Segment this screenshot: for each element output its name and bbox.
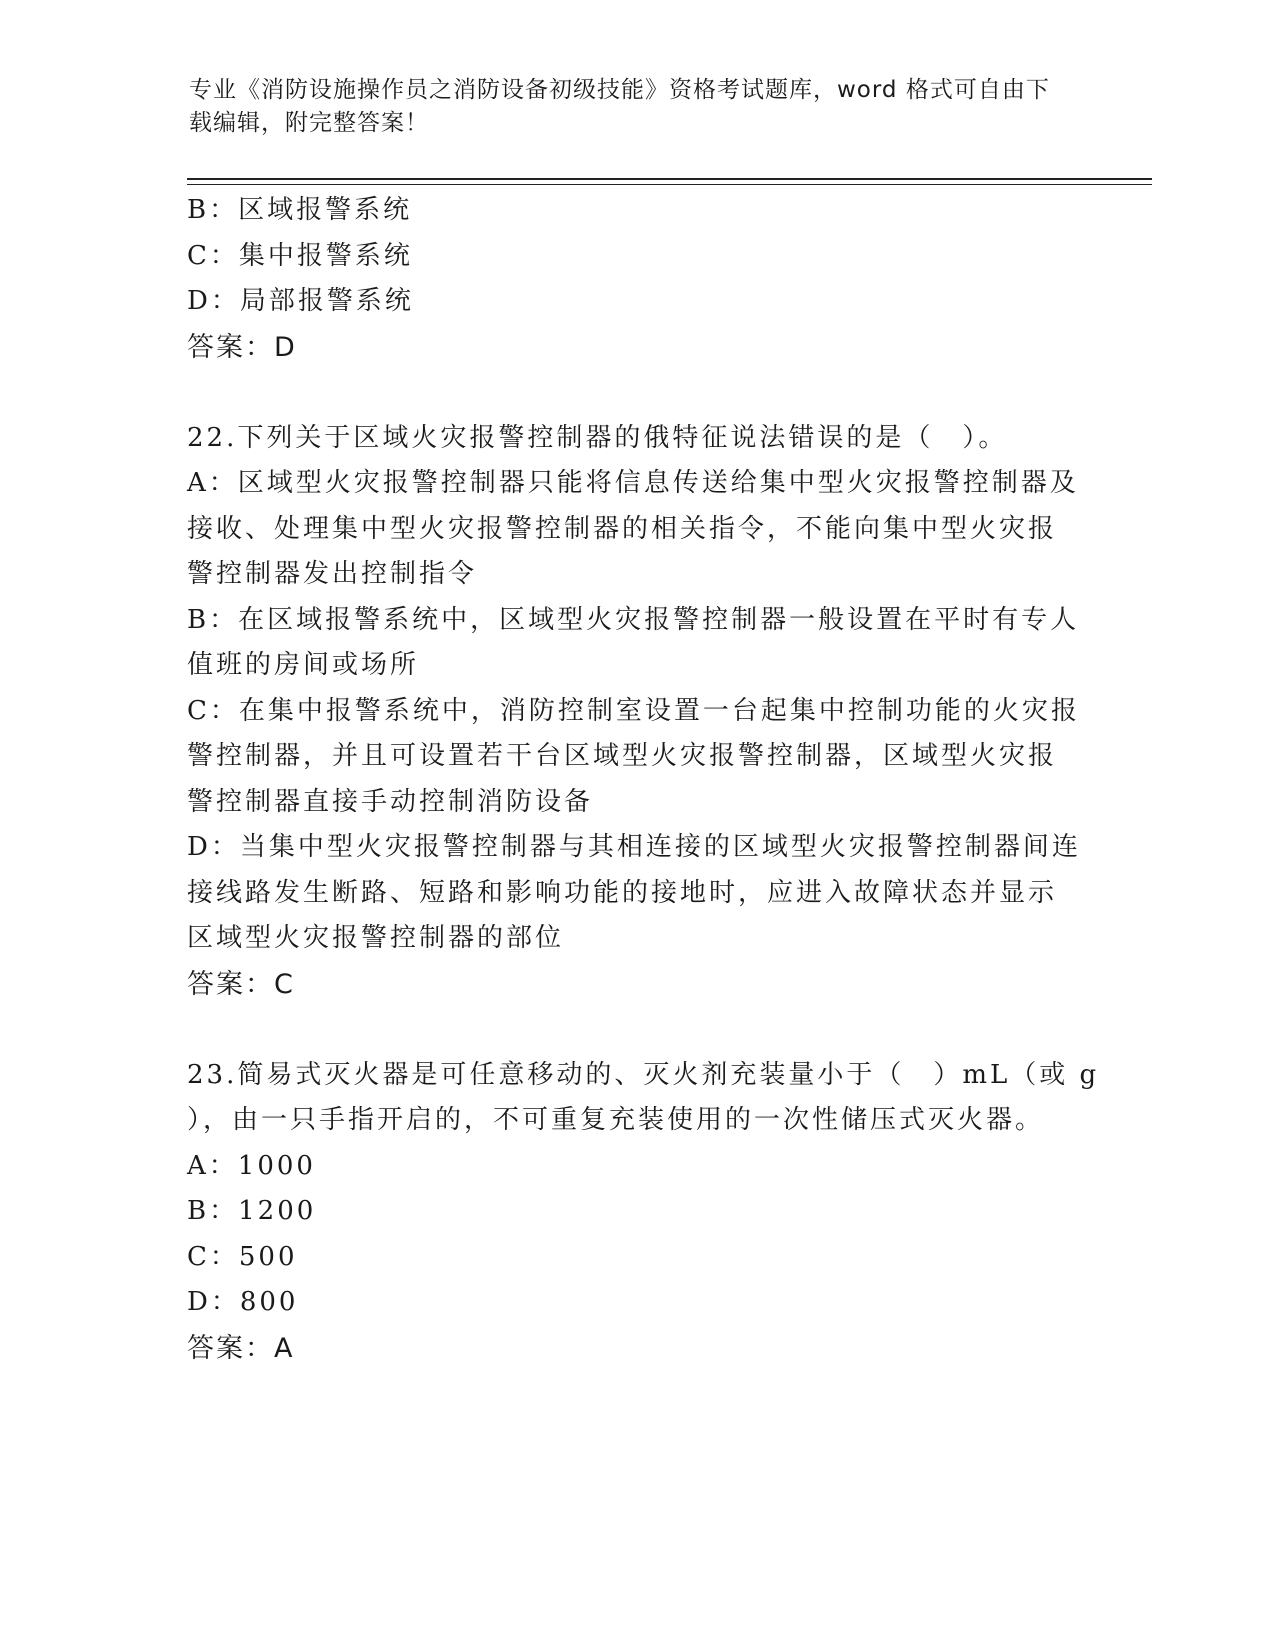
q23-stem-line-1: 23.简易式灭火器是可任意移动的、灭火剂充装量小于（ ）mL（或 g	[187, 1059, 1100, 1090]
header-line-1: 专业《消防设施操作员之消防设备初级技能》资格考试题库，word 格式可自由下	[189, 77, 1050, 103]
q22-option-b-line-1: B：在区域报警系统中，区域型火灾报警控制器一般设置在平时有专人	[187, 604, 1080, 635]
q22-option-d-line-1: D：当集中型火灾报警控制器与其相连接的区域型火灾报警控制器间连	[187, 832, 1081, 862]
q21-option-b: B：区域报警系统	[187, 195, 413, 225]
q23-stem-line-2: ），由一只手指开启的，不可重复充装使用的一次性储压式灭火器。	[187, 1105, 1045, 1135]
q22-option-c-line-2: 警控制器，并且可设置若干台区域型火灾报警控制器，区域型火灾报	[187, 741, 1058, 771]
question-content	[187, 188, 1100, 1371]
document-header	[189, 74, 1069, 140]
q23-option-d: D：800	[187, 1287, 299, 1317]
q22-option-a-line-1: A：区域型火灾报警控制器只能将信息传送给集中型火灾报警控制器及	[187, 468, 1079, 498]
q23-answer: 答案：A	[187, 1332, 295, 1364]
q21-option-c: C：集中报警系统	[187, 240, 413, 271]
q22-option-d-line-3: 区域型火灾报警控制器的部位	[187, 923, 565, 953]
q23-option-c: C：500	[187, 1241, 298, 1272]
q22-option-c-line-3: 警控制器直接手动控制消防设备	[187, 786, 594, 817]
q22-option-a-line-2: 接收、处理集中型火灾报警控制器的相关指令，不能向集中型火灾报	[187, 513, 1058, 544]
header-line-2: 载编辑，附完整答案！	[189, 110, 429, 136]
header-divider-thin	[187, 184, 1152, 185]
q22-option-c-line-1: C：在集中报警系统中，消防控制室设置一台起集中控制功能的火灾报	[187, 695, 1080, 726]
q22-option-a-line-3: 警控制器发出控制指令	[187, 559, 478, 589]
q23-option-b: B：1200	[187, 1196, 317, 1226]
q22-stem: 22.下列关于区域火灾报警控制器的俄特征说法错误的是（ ）。	[187, 422, 1008, 453]
q21-option-d: D：局部报警系统	[187, 286, 414, 316]
spacer	[187, 370, 1087, 416]
spacer	[187, 1007, 1087, 1053]
q22-option-d-line-2: 接线路发生断路、短路和影响功能的接地时，应进入故障状态并显示	[187, 877, 1058, 908]
q23-option-a: A：1000	[187, 1150, 316, 1181]
q22-answer: 答案：C	[187, 968, 295, 1000]
q21-answer: 答案：D	[187, 331, 297, 363]
header-divider-thick	[187, 178, 1152, 180]
q22-option-b-line-2: 值班的房间或场所	[187, 650, 420, 680]
